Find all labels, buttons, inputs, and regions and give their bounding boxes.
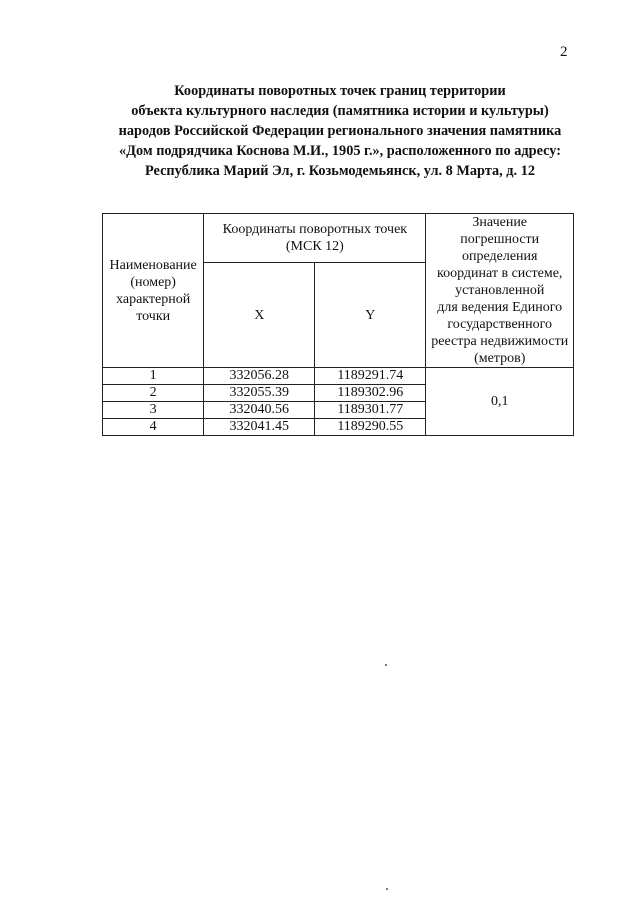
cell-error-value: 0,1 [426, 368, 574, 436]
header-error-line: установленной [455, 283, 545, 298]
title-line-5: Республика Марий Эл, г. Козьмодемьянск, ул. 8 Марта, д. 12 [145, 163, 535, 179]
header-error-line: Значение [472, 215, 528, 230]
title-line-2: объекта культурного наследия (памятника истории и культуры) [131, 103, 549, 119]
header-error-line: государственного [447, 317, 553, 332]
header-point-name-line: (номер) [130, 274, 176, 290]
scan-speck [385, 664, 387, 666]
header-coordinates-line: (МСК 12) [285, 239, 344, 254]
header-error-line: координат в системе, [437, 266, 563, 281]
header-coordinates-line: Координаты поворотных точек [222, 222, 408, 237]
cell-point-number: 3 [103, 402, 204, 419]
header-point-name [103, 214, 204, 368]
header-error-line: для ведения Единого [437, 300, 563, 315]
cell-x: 332056.28 [204, 368, 315, 385]
header-x: X [204, 263, 315, 368]
cell-y: 1189301.77 [315, 402, 426, 419]
table-row [103, 368, 574, 385]
scan-speck [386, 888, 388, 890]
cell-y: 1189291.74 [315, 368, 426, 385]
title-line-4: «Дом подрядчика Коснова М.И., 1905 г.», расположенного по адресу: [119, 143, 561, 159]
cell-x: 332040.56 [204, 402, 315, 419]
title-line-3: народов Российской Федерации регионального значения памятника [118, 123, 562, 139]
header-y: Y [315, 263, 426, 368]
cell-x: 332041.45 [204, 419, 315, 436]
cell-point-number: 2 [103, 385, 204, 402]
header-error-line: (метров) [474, 351, 526, 366]
header-error-line: определения [461, 249, 538, 264]
cell-y: 1189302.96 [315, 385, 426, 402]
header-coordinates-group [204, 214, 426, 263]
header-point-name-line: Наименование [109, 257, 197, 273]
header-error-line: реестра недвижимости [431, 334, 569, 349]
title-line-1: Координаты поворотных точек границ территории [174, 83, 506, 99]
header-point-name-line: точки [136, 308, 171, 324]
header-error [426, 214, 574, 368]
document-title [60, 81, 620, 181]
cell-point-number: 1 [103, 368, 204, 385]
cell-y: 1189290.55 [315, 419, 426, 436]
page-number: 2 [560, 44, 568, 60]
header-error-line: погрешности [460, 232, 540, 247]
coordinates-table [102, 213, 574, 436]
cell-x: 332055.39 [204, 385, 315, 402]
header-point-name-line: характерной [116, 291, 191, 307]
cell-point-number: 4 [103, 419, 204, 436]
